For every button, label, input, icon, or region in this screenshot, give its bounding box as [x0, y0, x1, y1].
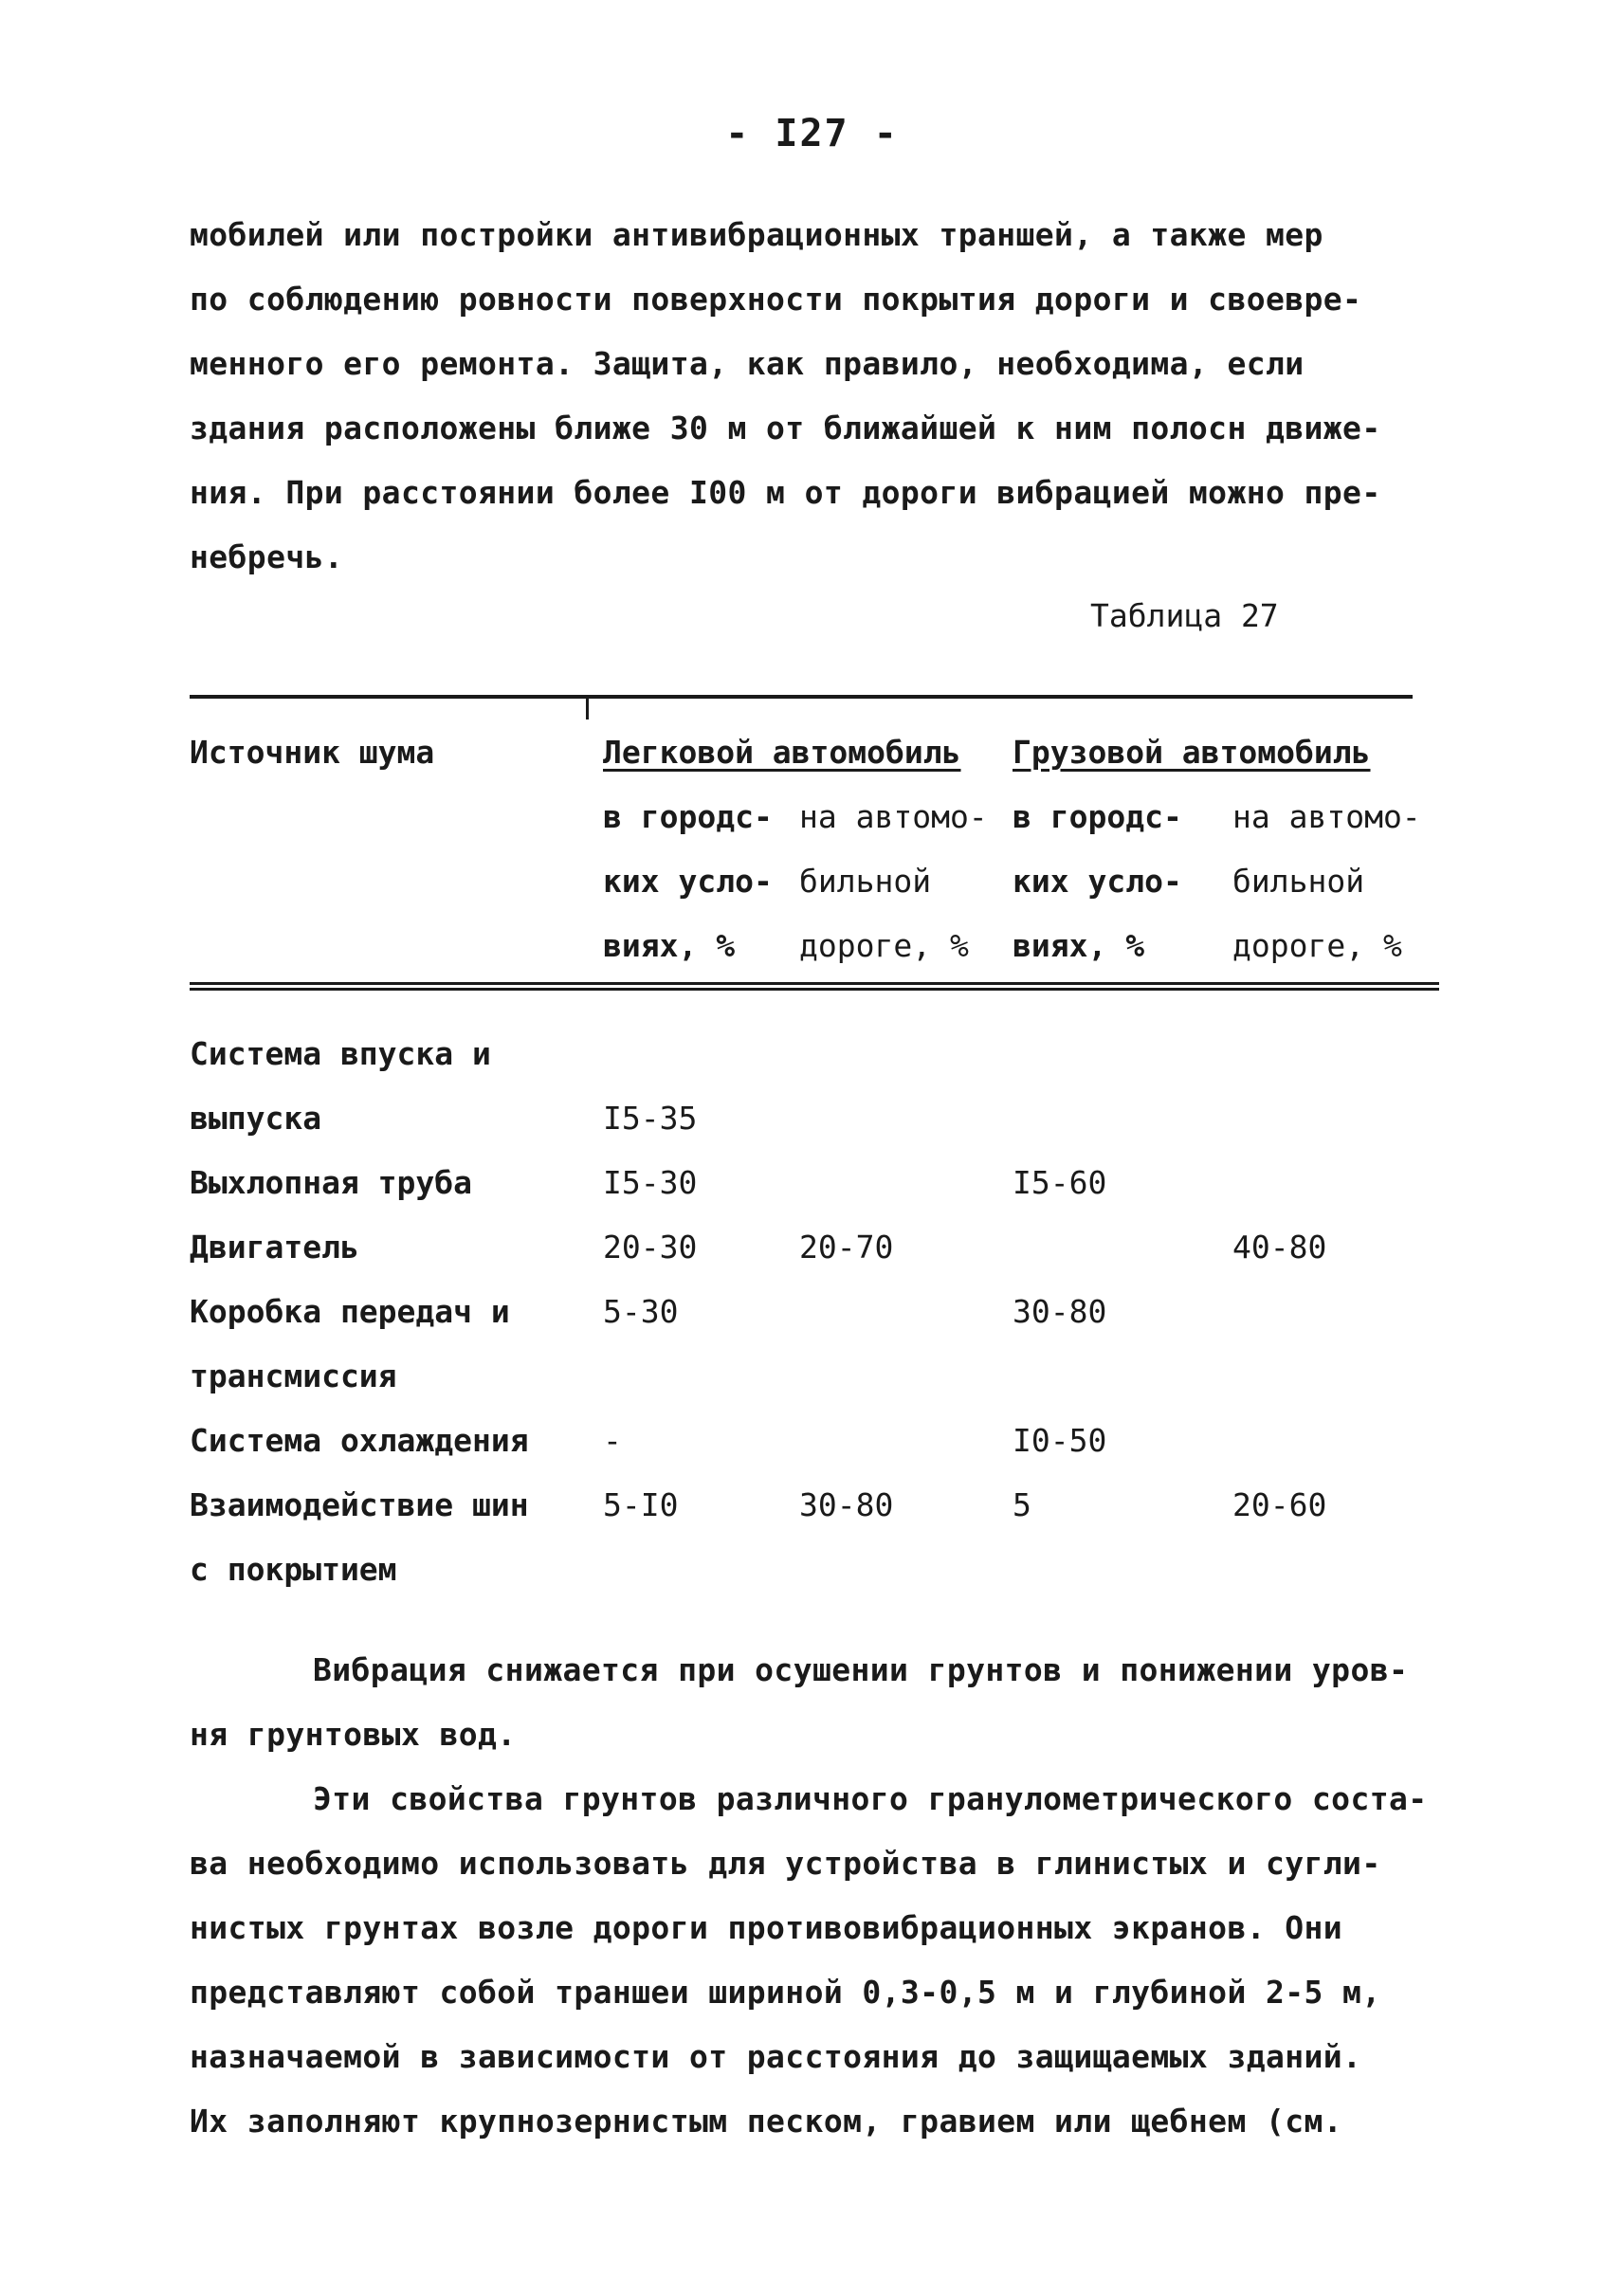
row-value: 20-70: [799, 1229, 894, 1266]
header-line: бильной: [799, 863, 932, 900]
row-source: трансмиссия: [190, 1357, 397, 1394]
table-row: [190, 1280, 510, 1409]
row-value: 40-80: [1232, 1229, 1327, 1266]
table-row: Выхлопная труба: [190, 1164, 473, 1201]
header-line: виях, %: [603, 927, 736, 964]
header-truck-city: [1013, 785, 1182, 978]
text-line: менного его ремонта. Защита, как правило, необходима, если: [190, 345, 1305, 382]
paragraph-vibration: [190, 1638, 1451, 1767]
group-header-passenger-car: Легковой автомобиль: [603, 734, 961, 771]
row-value: 5-30: [603, 1293, 679, 1330]
text-line: небречь.: [190, 538, 344, 575]
header-line: дороге, %: [799, 927, 969, 964]
header-passenger-city: [603, 785, 773, 978]
row-value: 5: [1013, 1486, 1031, 1523]
text-line: ня грунтовых вод.: [190, 1716, 517, 1753]
row-source: Взаимодействие шин: [190, 1486, 529, 1523]
table-header-rule: [190, 988, 1439, 991]
header-source: Источник шума: [190, 734, 435, 771]
header-line: ких усло-: [1013, 863, 1182, 900]
text-line: ва необходимо использовать для устройства в глинистых и сугли-: [190, 1845, 1381, 1882]
row-source: с покрытием: [190, 1551, 397, 1588]
table-row: [190, 1022, 491, 1151]
row-source: Система впуска и: [190, 1035, 491, 1072]
row-value: I0-50: [1013, 1422, 1107, 1459]
text-line: назначаемой в зависимости от расстояния до защищаемых зданий.: [190, 2038, 1362, 2075]
row-source: выпуска: [190, 1100, 322, 1137]
group-header-truck: Грузовой автомобиль: [1013, 734, 1371, 771]
row-value: I5-30: [603, 1164, 698, 1201]
table-row: Система охлаждения: [190, 1422, 529, 1459]
header-line: бильной: [1232, 863, 1365, 900]
intro-paragraph: [190, 203, 1451, 590]
text-line: здания расположены ближе 30 м от ближайшей к ним полосн движе-: [190, 410, 1381, 446]
table-caption: Таблица 27: [1090, 597, 1279, 634]
row-source: Коробка передач и: [190, 1293, 510, 1330]
header-line: на автомо-: [799, 798, 988, 835]
text-line: Их заполняют крупнозернистым песком, гравием или щебнем (см.: [190, 2103, 1343, 2140]
row-value: 20-60: [1232, 1486, 1327, 1523]
header-line: дороге, %: [1232, 927, 1402, 964]
row-value: 5-I0: [603, 1486, 679, 1523]
text-line: ния. При расстоянии более I00 м от дороги вибрацией можно пре-: [190, 474, 1381, 511]
text-line: представляют собой траншеи шириной 0,3-0,5 м и глубиной 2-5 м,: [190, 1974, 1381, 2011]
row-value: 30-80: [799, 1486, 894, 1523]
text-line: мобилей или постройки антивибрационных траншей, а также мер: [190, 216, 1323, 253]
row-value: I5-35: [603, 1100, 698, 1137]
row-value: 30-80: [1013, 1293, 1107, 1330]
text-line: по соблюдению ровности поверхности покрытия дороги и своевре-: [190, 281, 1362, 318]
table-row: Двигатель: [190, 1229, 359, 1266]
row-value: -: [603, 1422, 622, 1459]
header-line: на автомо-: [1232, 798, 1421, 835]
table-column-tick: [586, 695, 589, 719]
row-value: 20-30: [603, 1229, 698, 1266]
header-line: ких усло-: [603, 863, 773, 900]
header-passenger-highway: [799, 785, 988, 978]
header-line: в городс-: [1013, 798, 1182, 835]
row-value: I5-60: [1013, 1164, 1107, 1201]
table-row: [190, 1473, 529, 1602]
header-line: в городс-: [603, 798, 773, 835]
table-header-rule: [190, 982, 1439, 985]
page-number: - I27 -: [725, 112, 899, 155]
header-line: виях, %: [1013, 927, 1145, 964]
text-line: нистых грунтах возле дороги противовибрационных экранов. Они: [190, 1909, 1343, 1946]
table-top-rule: [190, 695, 1413, 699]
text-line: Эти свойства грунтов различного гранулометрического соста-: [313, 1780, 1428, 1817]
text-line: Вибрация снижается при осушении грунтов и понижении уров-: [313, 1651, 1409, 1688]
paragraph-soil-properties: [190, 1767, 1451, 2154]
header-truck-highway: [1232, 785, 1421, 978]
